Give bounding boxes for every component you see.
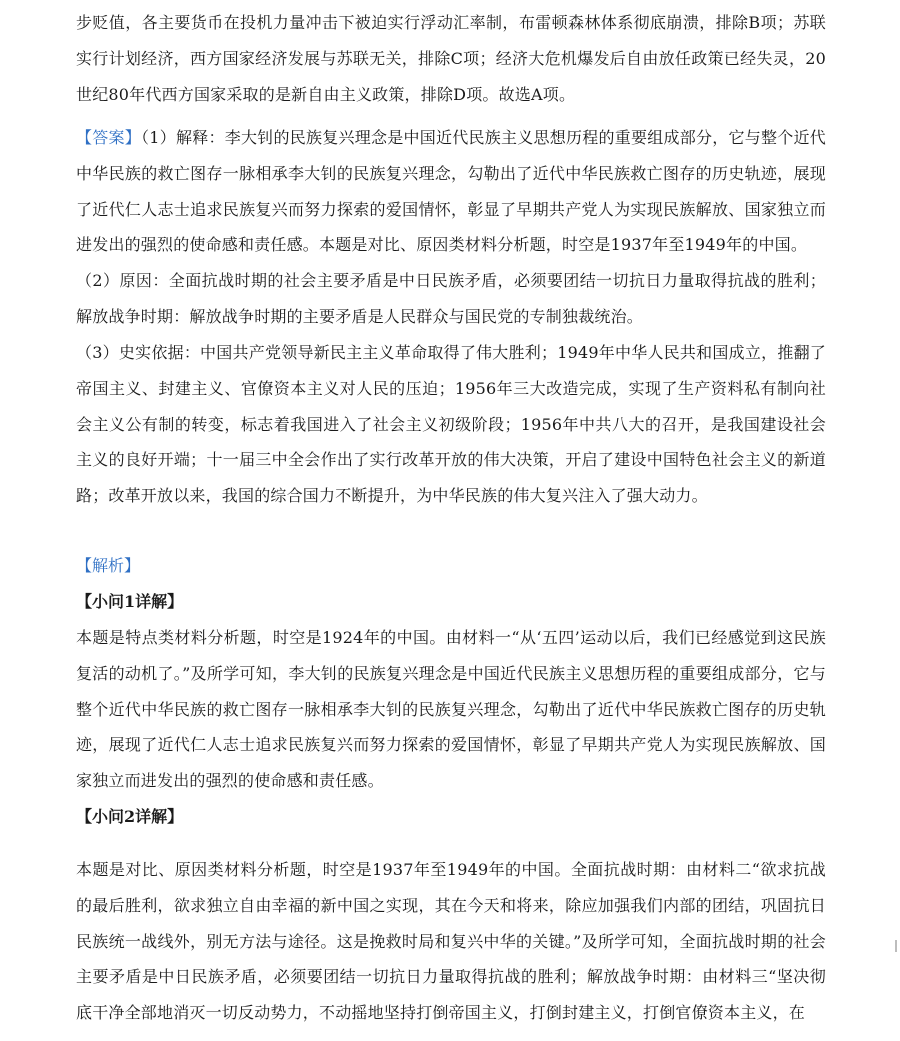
answer-part1-text: （1）解释：李大钊的民族复兴理念是中国近代民族主义思想历程的重要组成部分，它与整个近代中华民族的救亡图存一脉相承李大钊的民族复兴理念，勾勒出了近代中华民族救亡图存的历史轨迹，展现了近代仁人志士追求民族复兴而努力探索的爱国情怀，彰显了早期共产党人为实现民族解放、国家独立而进发出的强烈的使命感和责任感。本题是对比、原因类材料分析题，时空是1937年至1949年的中国。 — [76, 128, 826, 255]
question2-detail-heading: 【小问2详解】 — [76, 807, 184, 826]
paragraph-question1-detail: 本题是特点类材料分析题，时空是1924年的中国。由材料一“从‘五四’运动以后，我们已经感觉到这民族复活的动机了。”及所学可知，李大钊的民族复兴理念是中国近代民族主义思想历程的重要组成部分，它与整个近代中华民族的救亡图存一脉相承李大钊的民族复兴理念，勾勒出了近代中华民族救亡图存的历史轨迹，展现了近代仁人志士追求民族复兴而努力探索的爱国情怀，彰显了早期共产党人为实现民族解放、国家独立而进发出的强烈的使命感和责任感。 — [76, 628, 826, 791]
paragraph-previous-answer-explanation: 步贬值，各主要货币在投机力量冲击下被迫实行浮动汇率制，布雷顿森林体系彻底崩溃，排除B项；苏联实行计划经济，西方国家经济发展与苏联无关，排除C项；经济大危机爆发后自由放任政策已经失灵，20世纪80年代西方国家采取的是新自由主义政策，排除D项。故选A项。 — [76, 13, 826, 104]
question1-detail-heading: 【小问1详解】 — [76, 592, 184, 611]
paragraph-answer-part1 — [76, 120, 826, 263]
answer-tag: 【答案】 — [76, 128, 142, 147]
analysis-heading: 【解析】 — [76, 556, 141, 575]
page-edge-mark — [895, 940, 897, 952]
paragraph-answer-part2: （2）原因：全面抗战时期的社会主要矛盾是中日民族矛盾，必须要团结一切抗日力量取得抗战的胜利；解放战争时期：解放战争时期的主要矛盾是人民群众与国民党的专制独裁统治。 — [76, 271, 826, 326]
paragraph-answer-part3: （3）史实依据：中国共产党领导新民主主义革命取得了伟大胜利；1949年中华人民共和国成立，推翻了帝国主义、封建主义、官僚资本主义对人民的压迫；1956年三大改造完成，实现了生产资料私有制向社会主义公有制的转变，标志着我国进入了社会主义初级阶段；1956年中共八大的召开，是我国建设社会主义的良好开端；十一届三中全会作出了实行改革开放的伟大决策，开启了建设中国特色社会主义的新道路；改革开放以来，我国的综合国力不断提升，为中华民族的伟大复兴注入了强大动力。 — [76, 343, 826, 506]
paragraph-question2-detail: 本题是对比、原因类材料分析题，时空是1937年至1949年的中国。全面抗战时期：由材料二“欲求抗战的最后胜利，欲求独立自由幸福的新中国之实现，其在今天和将来，除应加强我们内部的团结，巩固抗日民族统一战线外，别无方法与途径。这是挽救时局和复兴中华的关键。”及所学可知，全面抗战时期的社会主要矛盾是中日民族矛盾，必须要团结一切抗日力量取得抗战的胜利；解放战争时期：由材料三“坚决彻底干净全部地消灭一切反动势力，不动摇地坚持打倒帝国主义，打倒封建主义，打倒官僚资本主义，在 — [76, 860, 826, 1023]
